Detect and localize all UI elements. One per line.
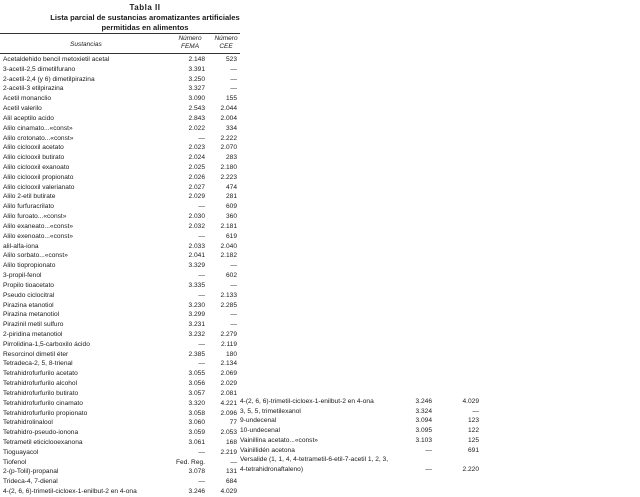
header-substance: Sustancias bbox=[70, 41, 102, 48]
substance-name: 3-acetil-2,5 dimetilfurano bbox=[3, 65, 76, 73]
fema-number: 2.022 bbox=[188, 124, 205, 132]
cee-number: — bbox=[230, 458, 237, 466]
fema-number: 3.299 bbox=[188, 311, 205, 319]
substance-name: 10-undecenal bbox=[240, 427, 280, 435]
fema-number: 3.231 bbox=[188, 321, 205, 329]
substance-name: Tioguayacol bbox=[3, 448, 39, 456]
substance-name: Propilo tioacetato bbox=[3, 281, 54, 289]
fema-number: 3.246 bbox=[188, 488, 205, 496]
cee-number: 2.180 bbox=[220, 164, 237, 172]
cee-number: 602 bbox=[225, 272, 237, 280]
fema-number: 3.103 bbox=[415, 436, 432, 444]
fema-number: 2.025 bbox=[188, 164, 205, 172]
substance-name: Resorcinol dimetil éter bbox=[3, 350, 69, 358]
table-title-line1: Lista parcial de sustancias aromatizantes artificiales bbox=[50, 13, 240, 22]
fema-number: — bbox=[198, 134, 205, 142]
substance-name: Alilo cinamato...«const» bbox=[3, 124, 73, 132]
substance-name: Acetil monanclio bbox=[3, 95, 52, 103]
substance-name: 4-(2, 6, 6)-trimetil-cicloex-1-enilbut-2 en 4-ona bbox=[3, 488, 137, 496]
cee-number: — bbox=[230, 281, 237, 289]
substance-name: Alilo ciclooxil valerianato bbox=[3, 183, 75, 191]
substance-name: Tiofenol bbox=[3, 458, 27, 466]
substance-name: Pirazina etanotiol bbox=[3, 301, 54, 309]
substance-name: 2-acetil-3 etilpirazina bbox=[3, 85, 64, 93]
cee-number: 4.221 bbox=[220, 399, 237, 407]
substance-name: Alilo exaneato...«const» bbox=[3, 222, 74, 230]
fema-number: 3.057 bbox=[188, 389, 205, 397]
cee-number: 2.134 bbox=[220, 360, 237, 368]
cee-number: 2.222 bbox=[220, 134, 237, 142]
cee-number: 523 bbox=[225, 56, 237, 63]
substance-name: Tetrahidrolinalool bbox=[3, 419, 53, 427]
fema-number: 2.843 bbox=[188, 114, 205, 122]
cee-number: 2.004 bbox=[220, 114, 237, 122]
table-row bbox=[3, 486, 240, 497]
header-fema-line1: Número bbox=[178, 35, 202, 42]
header-fema-line2: FEMA bbox=[180, 43, 200, 50]
fema-number: — bbox=[198, 340, 205, 348]
substance-name: Tetrahidrofurfurilo cinamato bbox=[3, 399, 83, 407]
fema-number: 3.329 bbox=[188, 262, 205, 270]
fema-number: 3.061 bbox=[188, 438, 205, 446]
substance-name: Tetradeca-2, 5, 8-trienal bbox=[3, 360, 73, 368]
header-cee-line2: CEE bbox=[219, 43, 233, 50]
table-title bbox=[0, 13, 290, 32]
cee-number: 123 bbox=[467, 417, 479, 425]
substance-name: Alilo exenoato...«const» bbox=[3, 232, 74, 240]
fema-number: 3.246 bbox=[415, 398, 432, 405]
substance-name: Alilo ciclooxil propionato bbox=[3, 173, 74, 181]
fema-number: — bbox=[425, 446, 432, 454]
fema-number: 3.055 bbox=[188, 370, 205, 378]
cee-number: 691 bbox=[467, 446, 479, 454]
cee-number: 684 bbox=[225, 478, 237, 486]
cee-number: 2.119 bbox=[220, 340, 237, 348]
fema-number: 2.041 bbox=[188, 252, 205, 260]
fema-number: 2.148 bbox=[188, 56, 205, 63]
substance-name: Alilo ciclooxil butirato bbox=[3, 154, 65, 162]
substance-name: Alil aceptilo acido bbox=[3, 114, 54, 122]
cee-number: 2.044 bbox=[220, 105, 237, 113]
substance-name: 9-undecenal bbox=[240, 417, 277, 425]
substance-name: Tetrahidrofurfurilo alcohol bbox=[3, 380, 78, 388]
cee-number: 2.040 bbox=[220, 242, 237, 250]
fema-number: — bbox=[198, 448, 205, 456]
substance-name: 2-piridina metanotiol bbox=[3, 330, 63, 338]
cee-number: 180 bbox=[225, 350, 237, 358]
fema-number: 3.232 bbox=[188, 330, 205, 338]
fema-number: 2.029 bbox=[188, 193, 205, 201]
fema-number: — bbox=[425, 465, 432, 473]
fema-number: 2.027 bbox=[188, 183, 205, 191]
cee-number: 2.219 bbox=[220, 448, 237, 456]
substance-name: Alilo 2-etil butirate bbox=[3, 193, 56, 201]
substance-name: Vainillina acetato...«const» bbox=[240, 436, 318, 444]
cee-number: 2.029 bbox=[220, 380, 237, 388]
fema-number: — bbox=[198, 203, 205, 211]
substance-name: Alilo furoato...«const» bbox=[3, 213, 67, 221]
fema-number: 3.060 bbox=[188, 419, 205, 427]
substance-name: Pseudo ciclocitral bbox=[3, 291, 55, 299]
fema-number: 3.335 bbox=[188, 281, 205, 289]
table-label: Tabla II bbox=[129, 3, 161, 12]
cee-number: 2.081 bbox=[220, 389, 237, 397]
substance-name: Pirazina metanotiol bbox=[3, 311, 60, 319]
fema-number: Fed. Reg. bbox=[176, 458, 205, 466]
fema-number: 3.094 bbox=[415, 417, 432, 425]
substance-name: Trideca-4, 7-dienal bbox=[3, 478, 58, 486]
cee-number: 125 bbox=[467, 436, 479, 444]
substance-name: Pirrolidina-1,5-carboxilo ácido bbox=[3, 340, 90, 348]
fema-number: 2.024 bbox=[188, 154, 205, 162]
substance-name: Alilo ciclooxil exanoato bbox=[3, 164, 70, 172]
fema-number: 2.030 bbox=[188, 213, 205, 221]
cee-number: 2.069 bbox=[220, 370, 237, 378]
substance-name: Tetrametil eticiclooexanona bbox=[3, 438, 83, 446]
cee-number: 474 bbox=[225, 183, 237, 191]
cee-number: 2.133 bbox=[220, 291, 237, 299]
substance-name: Alilo sorbato...«const» bbox=[3, 252, 68, 260]
fema-number: — bbox=[198, 291, 205, 299]
table-row bbox=[240, 464, 640, 475]
cee-number: 2.070 bbox=[220, 144, 237, 152]
substance-name: Alilo ciclooxil acetato bbox=[3, 144, 64, 152]
substance-name: 2-acetil-2,4 (y 6) dimetilpirazina bbox=[3, 75, 95, 83]
table-title-line2: permitidas en alimentos bbox=[101, 22, 189, 32]
substance-name: Versalide (1, 1, 4, 4-tetrametil-6-etil-7-acetil 1, 2, 3, bbox=[240, 456, 389, 464]
header-fema bbox=[176, 35, 204, 51]
cee-number: 77 bbox=[229, 419, 237, 427]
cee-number: 4.029 bbox=[220, 488, 237, 496]
substance-name: Acetaldehido bencil metoxietil acetal bbox=[3, 56, 110, 63]
fema-number: — bbox=[198, 360, 205, 368]
substance-name: Alilo furfuracrilato bbox=[3, 203, 54, 211]
fema-number: 3.058 bbox=[188, 409, 205, 417]
substance-name: 3, 5, 5, trimetilexanol bbox=[240, 407, 301, 415]
header-cee bbox=[212, 35, 240, 51]
cee-number: — bbox=[230, 85, 237, 93]
cee-number: 155 bbox=[225, 95, 237, 103]
cee-number: 4.029 bbox=[462, 398, 479, 405]
cee-number: 168 bbox=[225, 438, 237, 446]
fema-number: 2.032 bbox=[188, 222, 205, 230]
cee-number: 283 bbox=[225, 154, 237, 162]
fema-number: 3.320 bbox=[188, 399, 205, 407]
cee-number: 2.285 bbox=[220, 301, 237, 309]
cee-number: 2.223 bbox=[220, 173, 237, 181]
substance-name: Acetil valerilo bbox=[3, 105, 42, 113]
cee-number: 2.182 bbox=[220, 252, 237, 260]
fema-number: 3.327 bbox=[188, 85, 205, 93]
fema-number: — bbox=[198, 232, 205, 240]
fema-number: 2.543 bbox=[188, 105, 205, 113]
cee-number: 2.053 bbox=[220, 429, 237, 437]
substance-name: 3-propil-fenol bbox=[3, 272, 42, 280]
fema-number: 3.250 bbox=[188, 75, 205, 83]
substance-name: Tetrahidrofurfurilo acetato bbox=[3, 370, 78, 378]
substance-name: 2-(p-Tolil)-propanal bbox=[3, 468, 59, 476]
cee-number: 122 bbox=[467, 427, 479, 435]
cee-number: — bbox=[230, 65, 237, 73]
header-cee-line1: Número bbox=[214, 35, 238, 42]
cee-number: — bbox=[230, 262, 237, 270]
substance-name: Alilo crotonato...«const» bbox=[3, 134, 74, 142]
fema-number: 3.090 bbox=[188, 95, 205, 103]
cee-number: 619 bbox=[225, 232, 237, 240]
substance-name: alil-alfa-iona bbox=[3, 242, 39, 250]
substance-name: Alilo tiopropionato bbox=[3, 262, 56, 270]
cee-number: — bbox=[472, 407, 479, 415]
fema-number: 2.023 bbox=[188, 144, 205, 152]
substance-name: Tetrahidrofurfurilo propionato bbox=[3, 409, 88, 417]
fema-number: 3.391 bbox=[188, 65, 205, 73]
fema-number: 3.078 bbox=[188, 468, 205, 476]
header-rule-top bbox=[0, 33, 240, 34]
substance-name: 4-(2, 6, 6)-trimetil-cicloex-1-enilbut-2 en 4-ona bbox=[240, 398, 374, 405]
substance-name: Tetrahidrofurfurilo butirato bbox=[3, 389, 79, 397]
cee-number: 334 bbox=[225, 124, 237, 132]
cee-number: 609 bbox=[225, 203, 237, 211]
cee-number: 360 bbox=[225, 213, 237, 221]
fema-number: 3.230 bbox=[188, 301, 205, 309]
substance-name: Vainillidén acetona bbox=[240, 446, 295, 454]
cee-number: 2.279 bbox=[220, 330, 237, 338]
substance-name: Tetrahidro-pseudo-ionona bbox=[3, 429, 79, 437]
cee-number: — bbox=[230, 321, 237, 329]
fema-number: 2.026 bbox=[188, 173, 205, 181]
fema-number: 2.385 bbox=[188, 350, 205, 358]
fema-number: 3.324 bbox=[415, 407, 432, 415]
substance-name: 4-tetrahidronaftaleno) bbox=[240, 465, 304, 473]
substance-name: Pirazinil metil sulfuro bbox=[3, 321, 64, 329]
cee-number: 281 bbox=[225, 193, 237, 201]
fema-number: 2.033 bbox=[188, 242, 205, 250]
cee-number: 2.181 bbox=[220, 222, 237, 230]
cee-number: 2.096 bbox=[220, 409, 237, 417]
fema-number: — bbox=[198, 272, 205, 280]
fema-number: 3.095 bbox=[415, 427, 432, 435]
cee-number: 131 bbox=[225, 468, 237, 476]
fema-number: 3.059 bbox=[188, 429, 205, 437]
cee-number: 2.220 bbox=[462, 465, 479, 473]
cee-number: — bbox=[230, 311, 237, 319]
fema-number: — bbox=[198, 478, 205, 486]
fema-number: 3.056 bbox=[188, 380, 205, 388]
cee-number: — bbox=[230, 75, 237, 83]
